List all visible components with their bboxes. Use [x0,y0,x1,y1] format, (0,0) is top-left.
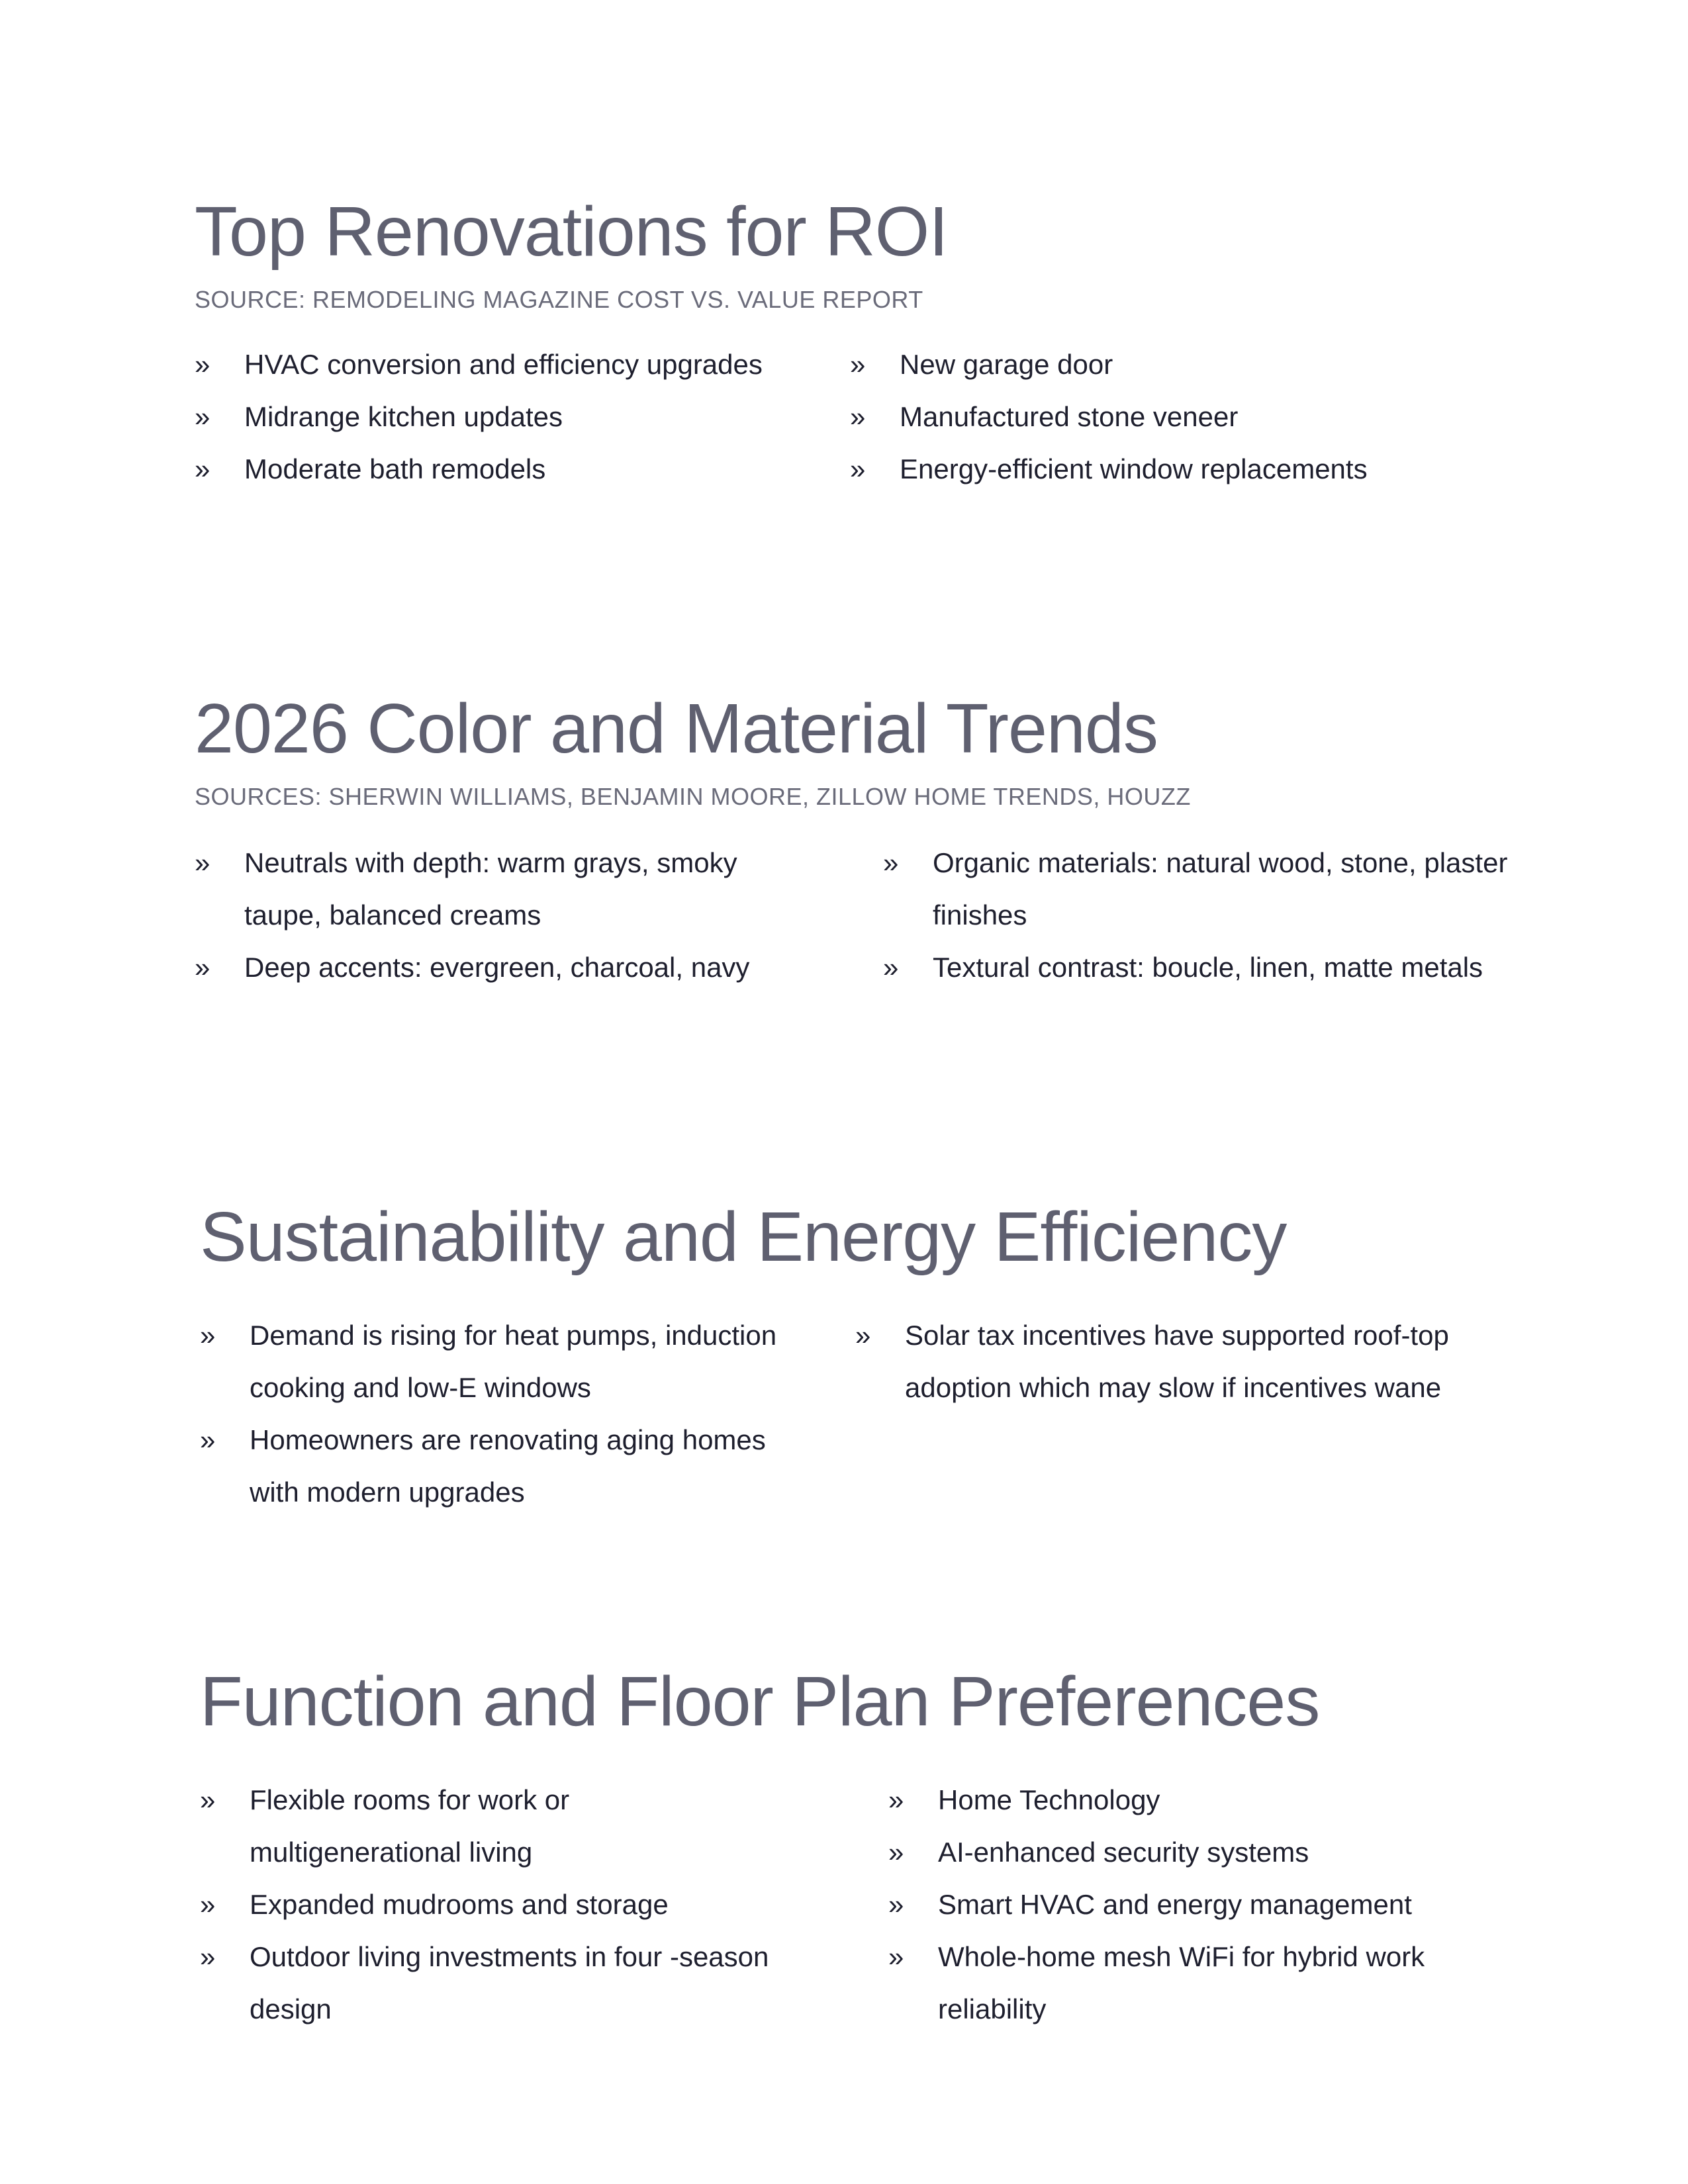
left-column [200,1774,769,2035]
right-column [883,837,1545,993]
list-item-text: Moderate bath remodels [244,453,546,484]
section-title: Function and Floor Plan Preferences [200,1662,1320,1741]
section-top-renovations [195,193,1368,484]
bullet-icon: » [888,1889,904,1920]
list-item-text: Energy-efficient window replacements [900,453,1368,484]
bullet-icon: » [195,453,211,484]
section-source: SOURCES: SHERWIN WILLIAMS, BENJAMIN MOORE, ZILLOW HOME TRENDS, HOUZZ [195,783,1191,810]
bullet-icon: » [855,1320,871,1351]
section-source: SOURCE: REMODELING MAGAZINE COST VS. VALUE REPORT [195,286,923,313]
bullet-icon: » [195,401,211,432]
bullet-icon: » [850,453,866,484]
bullet-icon: » [200,1889,216,1920]
list-item-text: Whole-home mesh WiFi for hybrid work reliability [938,1941,1425,2025]
list-item-text: Neutrals with depth: warm grays, smoky taupe, balanced creams [244,847,737,931]
bullet-icon: » [883,847,899,878]
list-item [200,1878,769,1931]
bullet-icon: » [850,401,866,432]
list-item-text: Manufactured stone veneer [900,401,1239,432]
list-item-text: Demand is rising for heat pumps, induction cooking and low-E windows [250,1320,777,1403]
right-column [850,338,1512,495]
bullet-icon: » [888,1784,904,1815]
list-item-text: Homeowners are renovating aging homes with modern upgrades [250,1424,766,1508]
section-title: Top Renovations for ROI [195,193,948,271]
list-item [850,338,1512,390]
bullet-icon: » [200,1941,216,1972]
list-item [200,1414,822,1518]
bullet-icon: » [195,952,211,983]
list-item-text: New garage door [900,349,1113,380]
list-item [883,941,1545,993]
bullet-icon: » [888,1837,904,1868]
bullet-icon: » [850,349,866,380]
list-item [888,1931,1451,2035]
section-function-floor-plan [200,1662,1425,2025]
section-title: Sustainability and Energy Efficiency [200,1198,1287,1276]
bullet-icon: » [195,847,211,878]
list-item [195,443,830,495]
list-item-text: Smart HVAC and energy management [938,1889,1412,1920]
list-item [195,941,790,993]
list-item [200,1309,822,1414]
list-item-text: Solar tax incentives have supported roof-top adoption which may slow if incentives wane [905,1320,1449,1403]
list-item-text: Textural contrast: boucle, linen, matte metals [933,952,1483,983]
list-item [888,1878,1451,1931]
bullet-icon: » [195,349,211,380]
list-item-text: Outdoor living investments in four -season design [250,1941,769,2025]
bullet-icon: » [200,1320,216,1351]
bullet-icon: » [888,1941,904,1972]
list-item [888,1826,1451,1878]
list-item [195,390,830,443]
right-column [888,1774,1451,2035]
list-item-text: AI-enhanced security systems [938,1837,1309,1868]
left-column [195,837,790,993]
list-item [200,1774,769,1878]
list-item-text: Deep accents: evergreen, charcoal, navy [244,952,750,983]
list-item-text: Home Technology [938,1784,1160,1815]
bullet-icon: » [200,1784,216,1815]
list-item [883,837,1545,941]
section-title: 2026 Color and Material Trends [195,690,1158,768]
list-item [200,1931,769,2035]
section-color-material-trends [195,690,1508,983]
left-column [195,338,830,495]
list-item [888,1774,1451,1826]
list-item-text: Midrange kitchen updates [244,401,563,432]
list-item-text: Expanded mudrooms and storage [250,1889,669,1920]
list-item-text: Organic materials: natural wood, stone, plaster finishes [933,847,1508,931]
bullet-icon: » [883,952,899,983]
list-item [195,338,830,390]
bullet-icon: » [200,1424,216,1455]
list-item [855,1309,1471,1414]
section-sustainability [200,1198,1449,1508]
list-item [850,390,1512,443]
list-item-text: HVAC conversion and efficiency upgrades [244,349,763,380]
left-column [200,1309,822,1518]
list-item [195,837,790,941]
right-column [855,1309,1471,1414]
list-item [850,443,1512,495]
list-item-text: Flexible rooms for work or multigenerational living [250,1784,570,1868]
